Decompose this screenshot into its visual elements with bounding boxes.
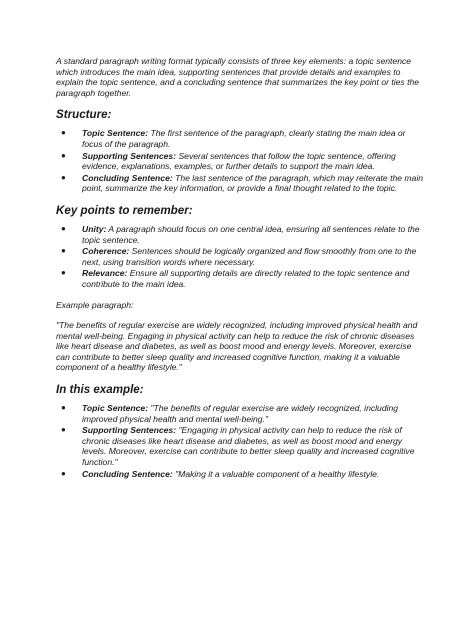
list-item-term: Supporting Sentences:: [82, 150, 177, 161]
list-item-term: Topic Sentence:: [82, 403, 149, 414]
list-item: [56, 469, 424, 480]
bullet-icon: ●: [61, 425, 66, 435]
list-item-text: "Making it a valuable component of a healthy lifestyle.: [172, 468, 380, 479]
list-item-text: Ensure all supporting details are directly related to the topic sentence and contribute to the main idea.: [82, 268, 410, 289]
list-item: [56, 151, 424, 172]
structure-list: [56, 128, 424, 194]
structure-heading: Structure:: [56, 108, 112, 122]
list-item-term: Unity:: [82, 223, 107, 234]
list-item-term: Concluding Sentence:: [82, 172, 173, 183]
example-paragraph: "The benefits of regular exercise are widely recognized, including improved physical health and mental well-being. Engaging in physical activity can help to reduce the risk of chronic diseases like heart disease and diabetes, as well as boost mood and energy levels. Moreover, exercise can contribute to better sleep quality and increased cognitive function, making it a valuable component of a healthy lifestyle.": [56, 320, 418, 373]
list-item: [56, 425, 424, 467]
list-item-text: Sentences should be logically organized and flow smoothly from one to the next, using transition words where necessary.: [82, 246, 417, 267]
bullet-icon: ●: [61, 150, 66, 160]
key-points-list: [56, 224, 424, 290]
list-item-term: Relevance:: [82, 268, 128, 279]
list-item-term: Coherence:: [82, 246, 130, 257]
list-item: [56, 268, 424, 289]
example-label: Example paragraph:: [56, 299, 134, 310]
bullet-icon: ●: [61, 468, 66, 478]
bullet-icon: ●: [61, 223, 66, 233]
bullet-icon: ●: [61, 128, 66, 138]
in-this-example-list: [56, 403, 424, 479]
bullet-icon: ●: [61, 403, 66, 413]
list-item: [56, 224, 424, 245]
intro-paragraph: A standard paragraph writing format typically consists of three key elements: a topic sentence which introduces the main idea, supporting sentences that provide details and examples to explain the topic sentence, and a concluding sentence that summarizes the key point or ties the paragraph together.: [56, 56, 420, 98]
bullet-icon: ●: [61, 268, 66, 278]
list-item-text: The last sentence of the paragraph, which may reiterate the main point, summarize the key information, or provide a final thought related to the topic.: [82, 172, 424, 194]
list-item-text: "Engaging in physical activity can help to reduce the risk of chronic diseases like heart disease and diabetes, as well as boost mood and energy levels. Moreover, exercise can contribute to better sleep quality and increased cognitive function.": [82, 425, 415, 468]
list-item-text: The first sentence of the paragraph, clearly stating the main idea or focus of the paragraph.: [82, 128, 406, 149]
list-item: [56, 403, 424, 424]
list-item: [56, 128, 424, 149]
list-item-term: Concluding Sentence:: [82, 468, 173, 479]
key-points-heading: Key points to remember:: [56, 203, 193, 217]
list-item-text: A paragraph should focus on one central idea, ensuring all sentences relate to the topic sentence.: [82, 223, 420, 245]
bullet-icon: ●: [61, 246, 66, 256]
list-item-term: Supporting Sentences:: [82, 425, 177, 436]
list-item-text: Several sentences that follow the topic sentence, offering evidence, explanations, examples, or further details to support the main idea.: [82, 150, 396, 172]
in-this-example-heading: In this example:: [56, 383, 144, 397]
list-item: [56, 173, 424, 194]
bullet-icon: ●: [61, 172, 66, 182]
list-item-term: Topic Sentence:: [82, 128, 149, 139]
list-item-text: "The benefits of regular exercise are widely recognized, including improved physical health and mental well-being.": [82, 403, 399, 424]
list-item: [56, 246, 424, 267]
